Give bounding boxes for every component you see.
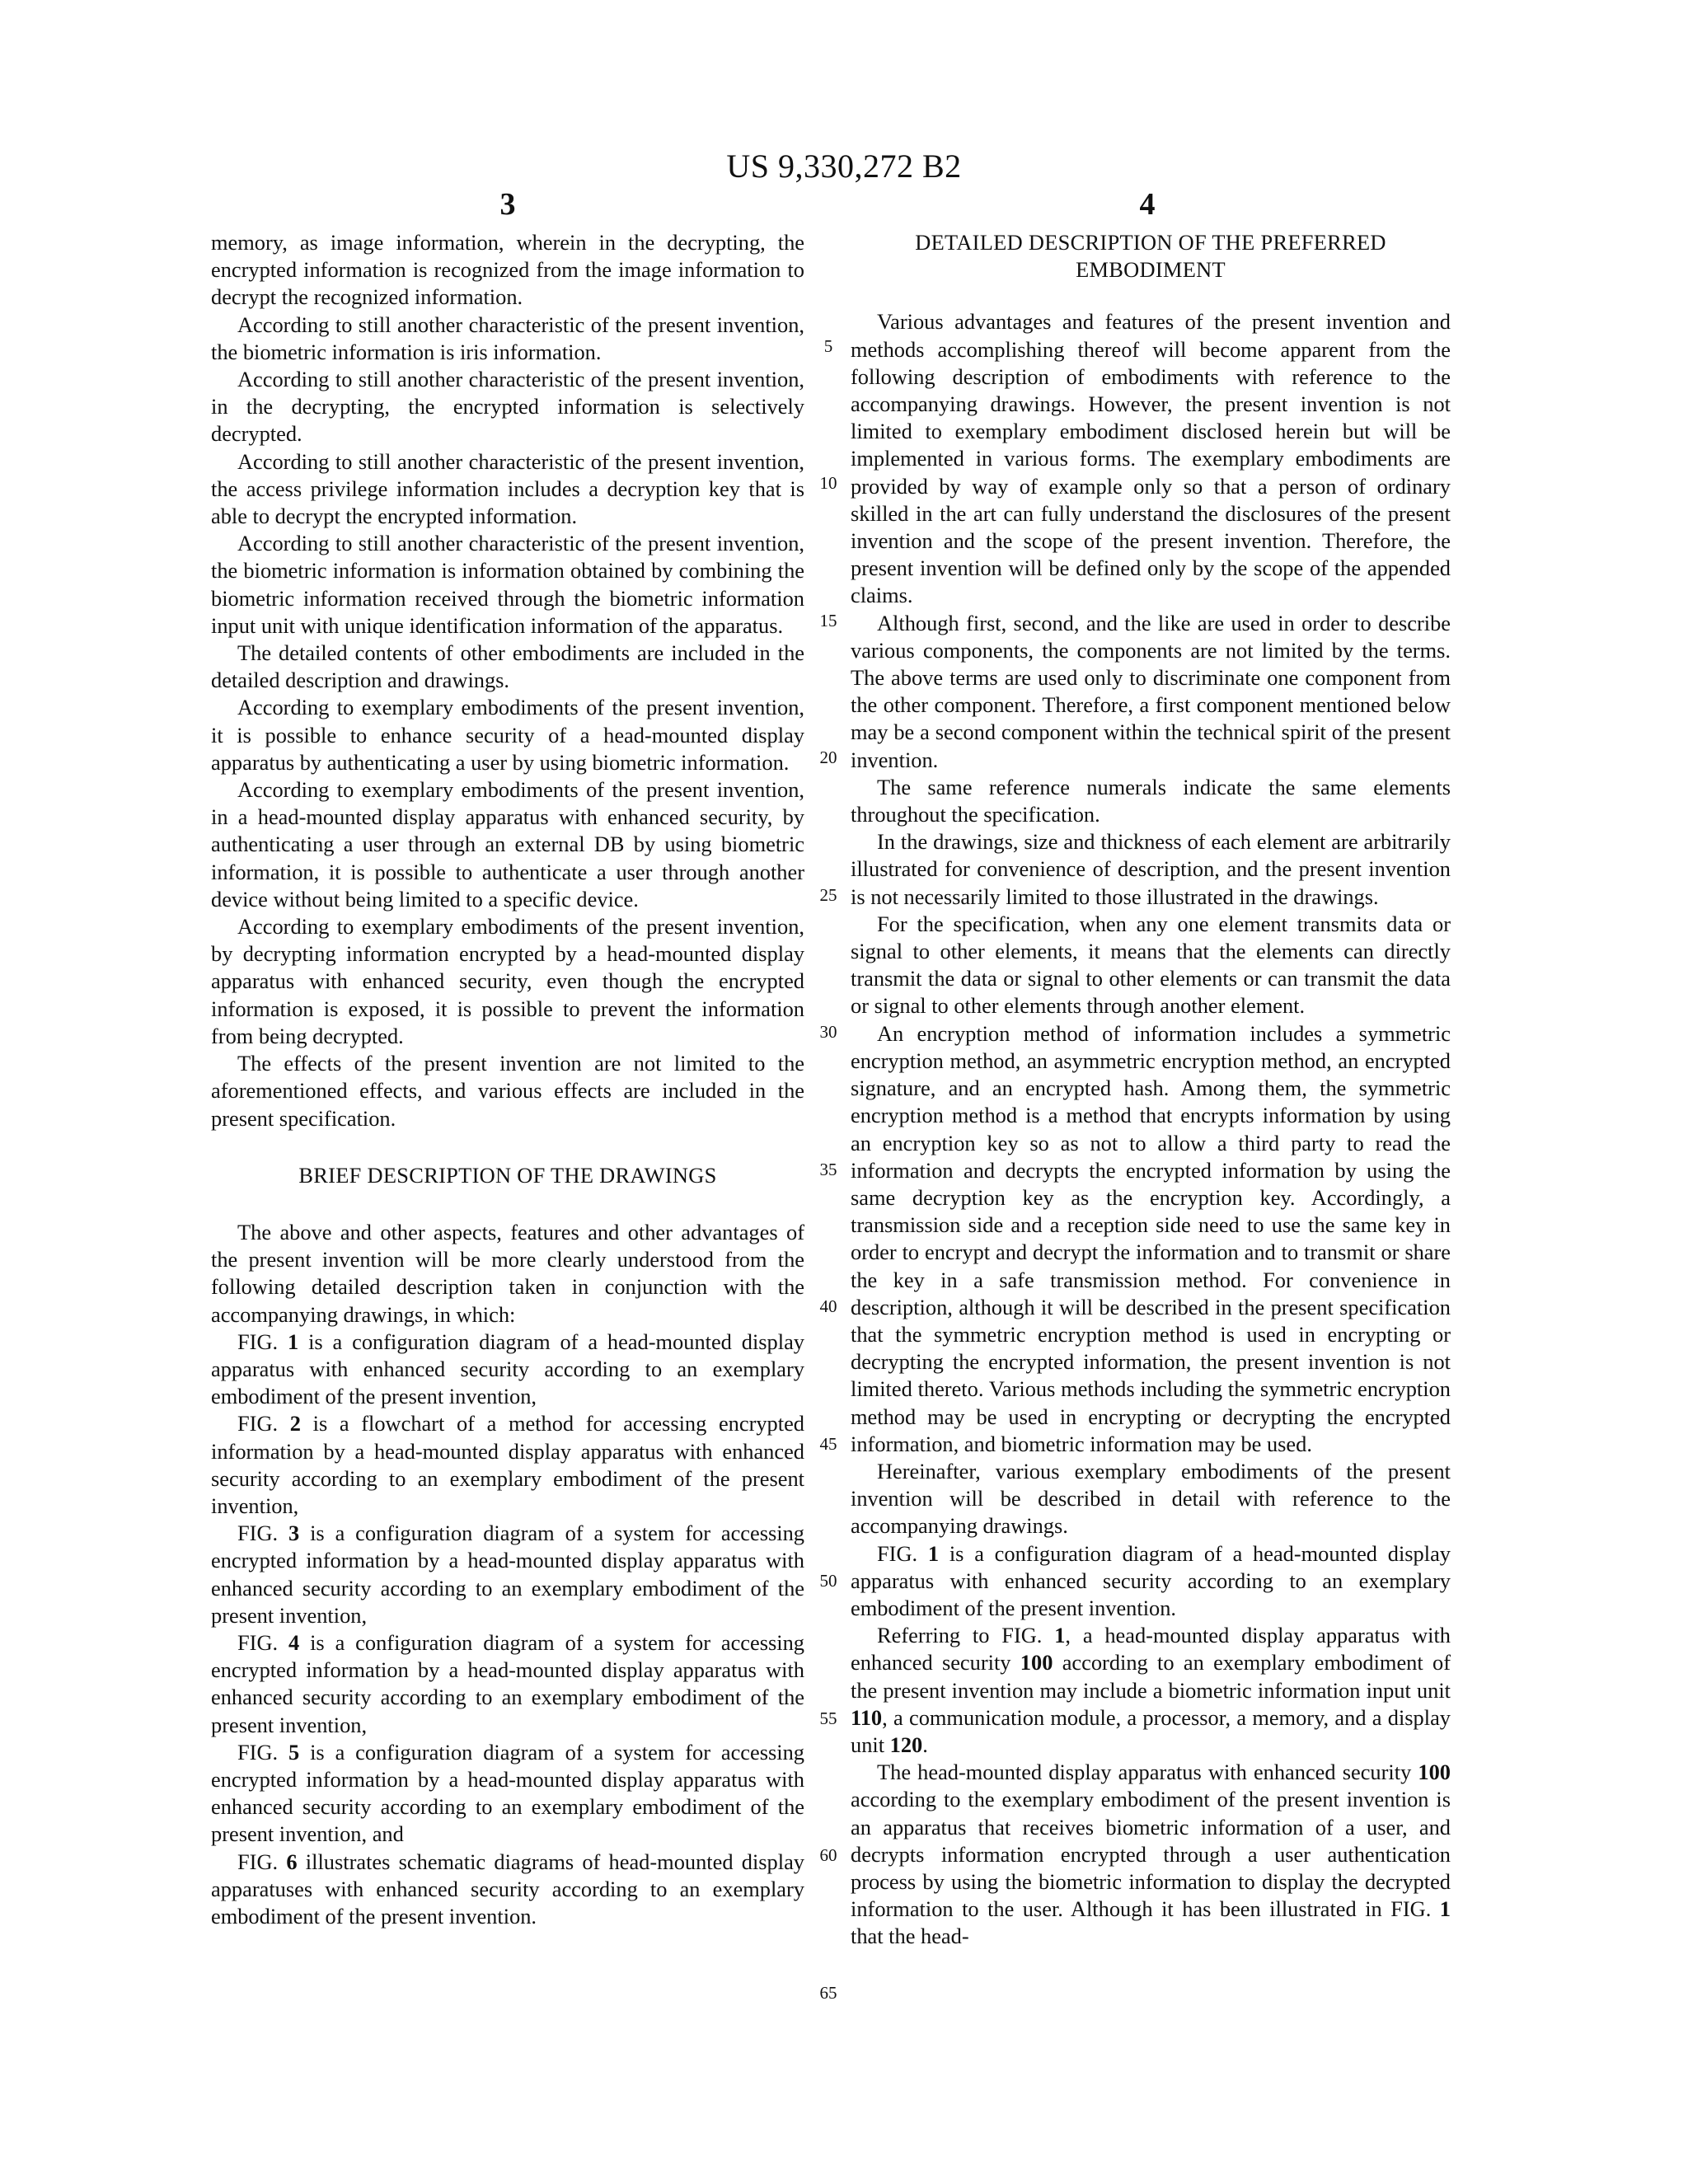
line-number: 20 <box>819 748 837 767</box>
right-column-number: 4 <box>1139 187 1156 222</box>
line-number: 50 <box>819 1571 837 1591</box>
line-number: 15 <box>819 611 837 630</box>
line-number: 5 <box>823 336 833 356</box>
paragraph: memory, as image information, wherein in the decrypting, the encrypted information is recognized from the image information to decrypt the recognized information. <box>211 230 804 310</box>
figure-description: FIG. 1 is a configuration diagram of a head-mounted display apparatus with enhanced security according to an exemplary embodiment of the present invention, <box>211 1329 804 1409</box>
patent-number: US 9,330,272 B2 <box>726 148 962 185</box>
paragraph: The effects of the present invention are not limited to the aforementioned effects, and various effects are included in the present specification. <box>211 1051 804 1131</box>
figure-number: 1 <box>288 1329 299 1354</box>
paragraph: According to still another characteristic of the present invention, the access privilege information includes a decryption key that is able to decrypt the encrypted information. <box>211 448 804 529</box>
paragraph: FIG. 1 is a configuration diagram of a head-mounted display apparatus with enhanced security according to an exemplary embodiment of the present invention. <box>851 1540 1451 1620</box>
section-heading-detailed-line2: EMBODIMENT <box>1076 257 1226 283</box>
line-number: 55 <box>819 1708 837 1728</box>
left-column-number: 3 <box>499 187 516 222</box>
line-number: 65 <box>819 1983 837 2003</box>
figure-number: 5 <box>288 1739 300 1765</box>
paragraph: According to exemplary embodiments of the present invention, by decrypting information encrypted by a head-mounted display apparatus with enhanced security, even though the encrypted information is exposed, it is possible to prevent the information from being decrypted. <box>211 914 804 1048</box>
paragraph: According to exemplary embodiments of the present invention, it is possible to enhance security of a head-mounted display apparatus by authenticating a user by using biometric information. <box>211 695 804 775</box>
figure-description: FIG. 3 is a configuration diagram of a system for accessing encrypted information by a head-mounted display apparatus with enhanced security according to an exemplary embodiment of the present invention, <box>211 1521 804 1628</box>
figure-number: 6 <box>286 1849 298 1874</box>
figure-number: 3 <box>288 1521 300 1546</box>
paragraph: The head-mounted display apparatus with enhanced security 100 according to the exemplary embodiment of the present invention is an apparatus that receives biometric information of a user, and decrypts information encrypted through a user authentication process by using the biometric information to display the decrypted information to the user. Although it has been illustrated in FIG. 1 that the head- <box>851 1760 1451 1949</box>
line-number: 25 <box>819 885 837 905</box>
paragraph: According to still another characteristic of the present invention, the biometric information is iris information. <box>211 312 804 364</box>
figure-description: FIG. 6 illustrates schematic diagrams of head-mounted display apparatuses with enhanced security according to an exemplary embodiment of the present invention. <box>211 1849 804 1929</box>
paragraph: According to still another characteristic of the present invention, in the decrypting, the encrypted information is selectively decrypted. <box>211 367 804 447</box>
paragraph: The above and other aspects, features and other advantages of the present invention will be more clearly understood from the following detailed description taken in conjunction with the accompanying drawings, in which: <box>211 1219 804 1327</box>
line-number: 45 <box>819 1434 837 1454</box>
section-heading-drawings: BRIEF DESCRIPTION OF THE DRAWINGS <box>298 1162 717 1188</box>
figure-description: FIG. 5 is a configuration diagram of a system for accessing encrypted information by a head-mounted display apparatus with enhanced security according to an exemplary embodiment of the present invention, and <box>211 1739 804 1847</box>
paragraph: Although first, second, and the like are used in order to describe various components, the components are not limited by the terms. The above terms are used only to discriminate one component from the other component. Therefore, a first component mentioned below may be a second component within the technical spirit of the present invention. <box>851 610 1451 772</box>
figure-number: 4 <box>288 1629 300 1655</box>
figure-description: FIG. 2 is a flowchart of a method for accessing encrypted information by a head-mounted display apparatus with enhanced security according to an exemplary embodiment of the present invention, <box>211 1411 804 1518</box>
figure-number: 2 <box>289 1411 301 1436</box>
figure-description: FIG. 4 is a configuration diagram of a system for accessing encrypted information by a head-mounted display apparatus with enhanced security according to an exemplary embodiment of the present invention, <box>211 1629 804 1737</box>
paragraph: According to still another characteristic of the present invention, the biometric information is information obtained by combining the biometric information received through the biometric information input unit with unique identification information of the apparatus. <box>211 531 804 638</box>
line-number: 40 <box>819 1296 837 1316</box>
paragraph: According to exemplary embodiments of the present invention, in a head-mounted display apparatus with enhanced security, by authenticating a user through an external DB by using biometric information, it is possible to authenticate a user through another device without being limited to a specific device. <box>211 777 804 912</box>
right-column <box>851 229 1451 1951</box>
paragraph: In the drawings, size and thickness of each element are arbitrarily illustrated for convenience of description, and the present invention is not necessarily limited to those illustrated in the drawings. <box>851 829 1451 909</box>
left-column <box>211 229 804 1930</box>
paragraph: For the specification, when any one element transmits data or signal to other elements, it means that the elements can directly transmit the data or signal to other elements or can transmit the data or signal to other elements through another element. <box>851 911 1451 1019</box>
paragraph: The same reference numerals indicate the same elements throughout the specification. <box>851 774 1451 827</box>
line-number: 30 <box>819 1022 837 1042</box>
line-number: 35 <box>819 1160 837 1179</box>
paragraph: Referring to FIG. 1, a head-mounted display apparatus with enhanced security 100 according to an exemplary embodiment of the present invention may include a biometric information input unit 110, a communication module, a processor, a memory, and a display unit 120. <box>851 1623 1451 1757</box>
paragraph: Various advantages and features of the present invention and methods accomplishing thereof will become apparent from the following description of embodiments with reference to the accompanying drawings. However, the present invention is not limited to exemplary embodiment disclosed herein but will be implemented in various forms. The exemplary embodiments are provided by way of example only so that a person of ordinary skilled in the art can fully understand the disclosures of the present invention and the scope of the present invention. Therefore, the present invention will be defined only by the scope of the appended claims. <box>851 309 1451 608</box>
paragraph: An encryption method of information includes a symmetric encryption method, an asymmetric encryption method, an encrypted signature, and an encrypted hash. Among them, the symmetric encryption method is a method that encrypts information by using an encryption key so as not to allow a third party to read the information and decrypts the encrypted information by using the same decryption key as the encryption key. Accordingly, a transmission side and a reception side need to use the same key in order to encrypt and decrypt the information and to transmit or share the key in a safe transmission method. For convenience in description, although it will be described in the present specification that the symmetric encryption method is used in encrypting or decrypting the encrypted information, the present invention is not limited thereto. Various methods including the symmetric encryption method may be used in encrypting or decrypting the encrypted information, and biometric information may be used. <box>851 1020 1451 1456</box>
line-number: 10 <box>819 473 837 493</box>
section-heading-detailed: DETAILED DESCRIPTION OF THE PREFERRED <box>915 230 1386 255</box>
paragraph: Hereinafter, various exemplary embodiments of the present invention will be described in detail with reference to the accompanying drawings. <box>851 1458 1451 1539</box>
paragraph: The detailed contents of other embodiments are included in the detailed description and drawings. <box>211 640 804 693</box>
line-number: 60 <box>819 1845 837 1865</box>
